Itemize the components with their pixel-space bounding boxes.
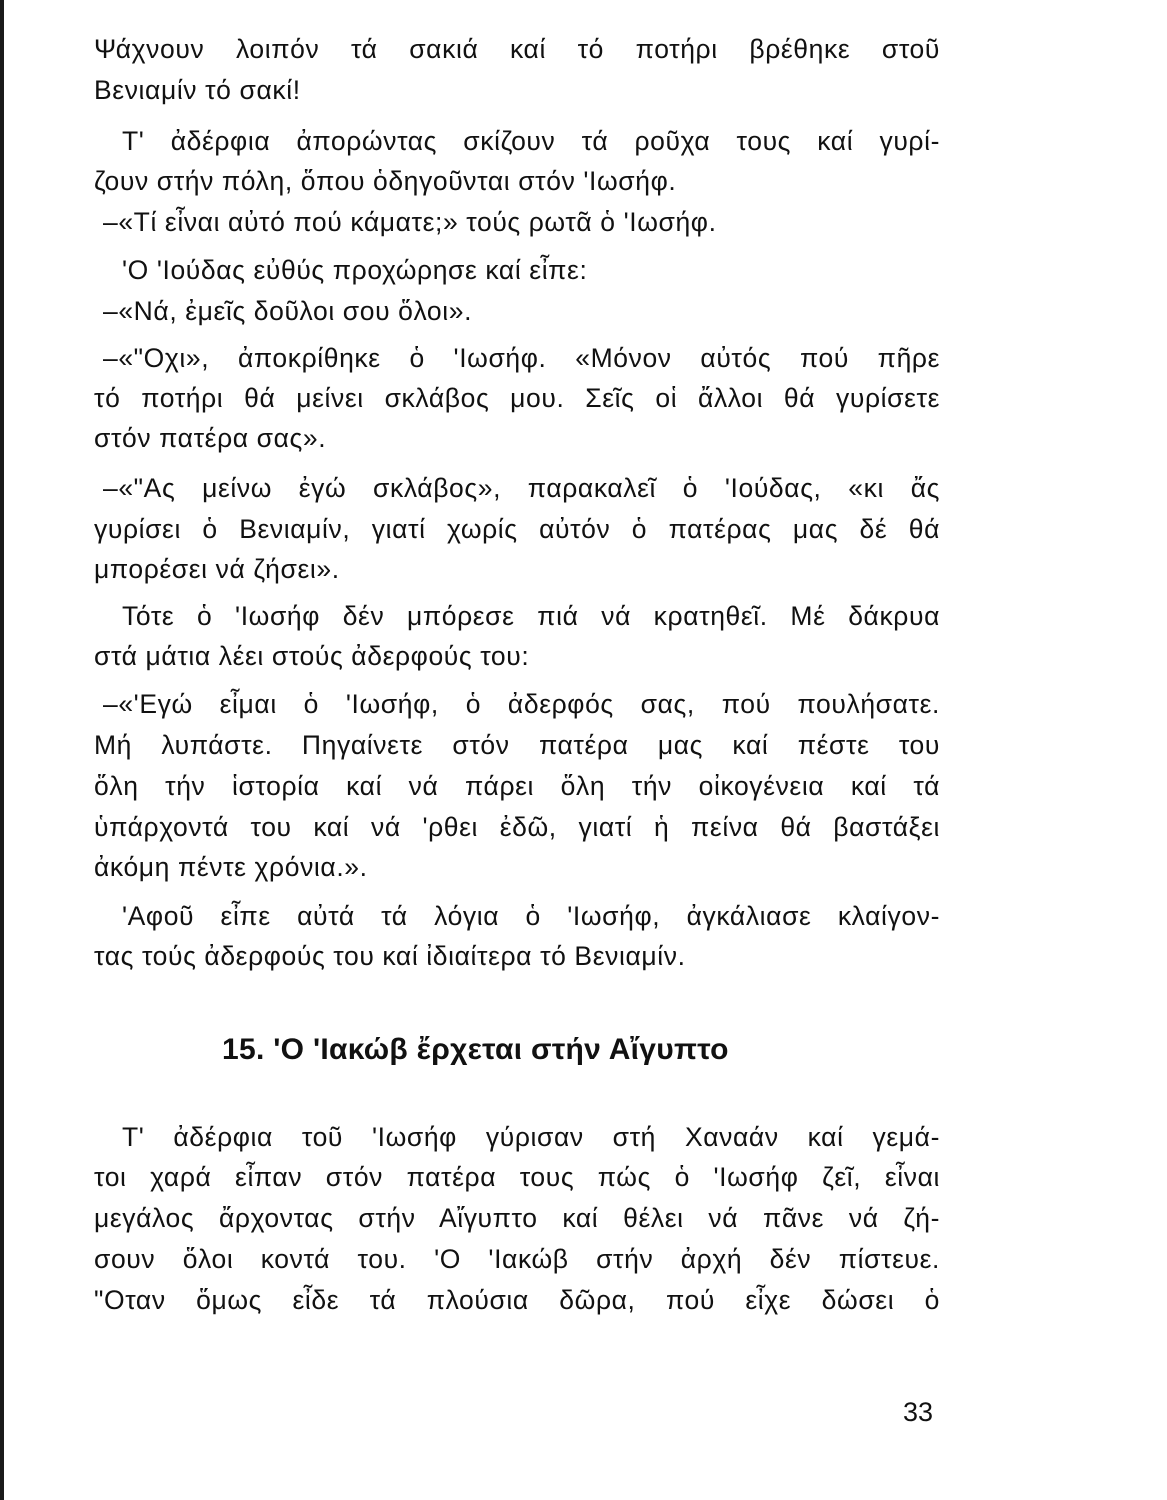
text-line: 'Αφοῦ εἶπε αὐτά τά λόγια ὁ 'Ιωσήφ, ἀγκάλιασε κλαίγον- bbox=[122, 901, 940, 931]
text-line: Τότε ὁ 'Ιωσήφ δέν μπόρεσε πιά νά κρατηθεῖ. Μέ δάκρυα bbox=[122, 601, 940, 631]
text-line: Τ' ἀδέρφια τοῦ 'Ιωσήφ γύρισαν στή Χαναάν καί γεμά- bbox=[122, 1122, 940, 1152]
text-line: –«Νά, ἐμεῖς δοῦλοι σου ὅλοι». bbox=[103, 296, 473, 326]
text-line: 'Ο 'Ιούδας εὐθύς προχώρησε καί εἶπε: bbox=[122, 255, 588, 285]
text-line: –«"Ας μείνω ἐγώ σκλάβος», παρακαλεῖ ὁ 'Ιούδας, «κι ἄς bbox=[103, 473, 940, 503]
text-line: τό ποτήρι θά μείνει σκλάβος μου. Σεῖς οἱ ἄλλοι θά γυρίσετε bbox=[94, 383, 940, 413]
text-line: "Οταν ὅμως εἶδε τά πλούσια δῶρα, πού εἶχε δώσει ὁ bbox=[94, 1285, 940, 1315]
text-line: Μή λυπάστε. Πηγαίνετε στόν πατέρα μας καί πέστε του bbox=[94, 730, 940, 760]
text-line: –«Τί εἶναι αὐτό πού κάματε;» τούς ρωτᾶ ὁ 'Ιωσήφ. bbox=[103, 207, 717, 237]
page-number: 33 bbox=[903, 1397, 934, 1427]
text-line: σουν ὅλοι κοντά του. 'Ο 'Ιακώβ στήν ἀρχή δέν πίστευε. bbox=[94, 1244, 940, 1274]
text-line: μπορέσει νά ζήσει». bbox=[94, 554, 340, 584]
text-line: Βενιαμίν τό σακί! bbox=[94, 75, 301, 105]
text-line: ἀκόμη πέντε χρόνια.». bbox=[94, 852, 368, 882]
page-edge-shadow bbox=[0, 0, 4, 1500]
text-line: τας τούς ἀδερφούς του καί ἰδιαίτερα τό Βενιαμίν. bbox=[94, 941, 686, 971]
text-line: Ψάχνουν λοιπόν τά σακιά καί τό ποτήρι βρέθηκε στοῦ bbox=[94, 34, 940, 64]
text-line: Τ' ἀδέρφια ἀπορώντας σκίζουν τά ροῦχα τους καί γυρί- bbox=[122, 126, 940, 156]
text-line: γυρίσει ὁ Βενιαμίν, γιατί χωρίς αὐτόν ὁ πατέρας μας δέ θά bbox=[94, 514, 940, 544]
text-line: τοι χαρά εἶπαν στόν πατέρα τους πώς ὁ 'Ιωσήφ ζεῖ, εἶναι bbox=[94, 1162, 940, 1192]
text-line: ὑπάρχοντά του καί νά 'ρθει ἐδῶ, γιατί ἡ πείνα θά βαστάξει bbox=[94, 812, 940, 842]
text-line: στόν πατέρα σας». bbox=[94, 423, 327, 453]
text-line: –«'Εγώ εἶμαι ὁ 'Ιωσήφ, ὁ ἀδερφός σας, πού πουλήσατε. bbox=[103, 689, 940, 719]
text-line: στά μάτια λέει στούς ἀδερφούς του: bbox=[94, 641, 530, 671]
section-heading: 15. 'Ο 'Ιακώβ ἔρχεται στήν Αἴγυπτο bbox=[222, 1033, 729, 1066]
text-line: ὅλη τήν ἱστορία καί νά πάρει ὅλη τήν οἰκογένεια καί τά bbox=[94, 771, 940, 801]
text-line: –«"Οχι», ἀποκρίθηκε ὁ 'Ιωσήφ. «Μόνον αὐτός πού πῆρε bbox=[103, 343, 940, 373]
text-line: ζουν στήν πόλη, ὅπου ὁδηγοῦνται στόν 'Ιωσήφ. bbox=[94, 166, 677, 196]
text-line: μεγάλος ἄρχοντας στήν Αἴγυπτο καί θέλει νά πᾶνε νά ζή- bbox=[94, 1203, 940, 1233]
